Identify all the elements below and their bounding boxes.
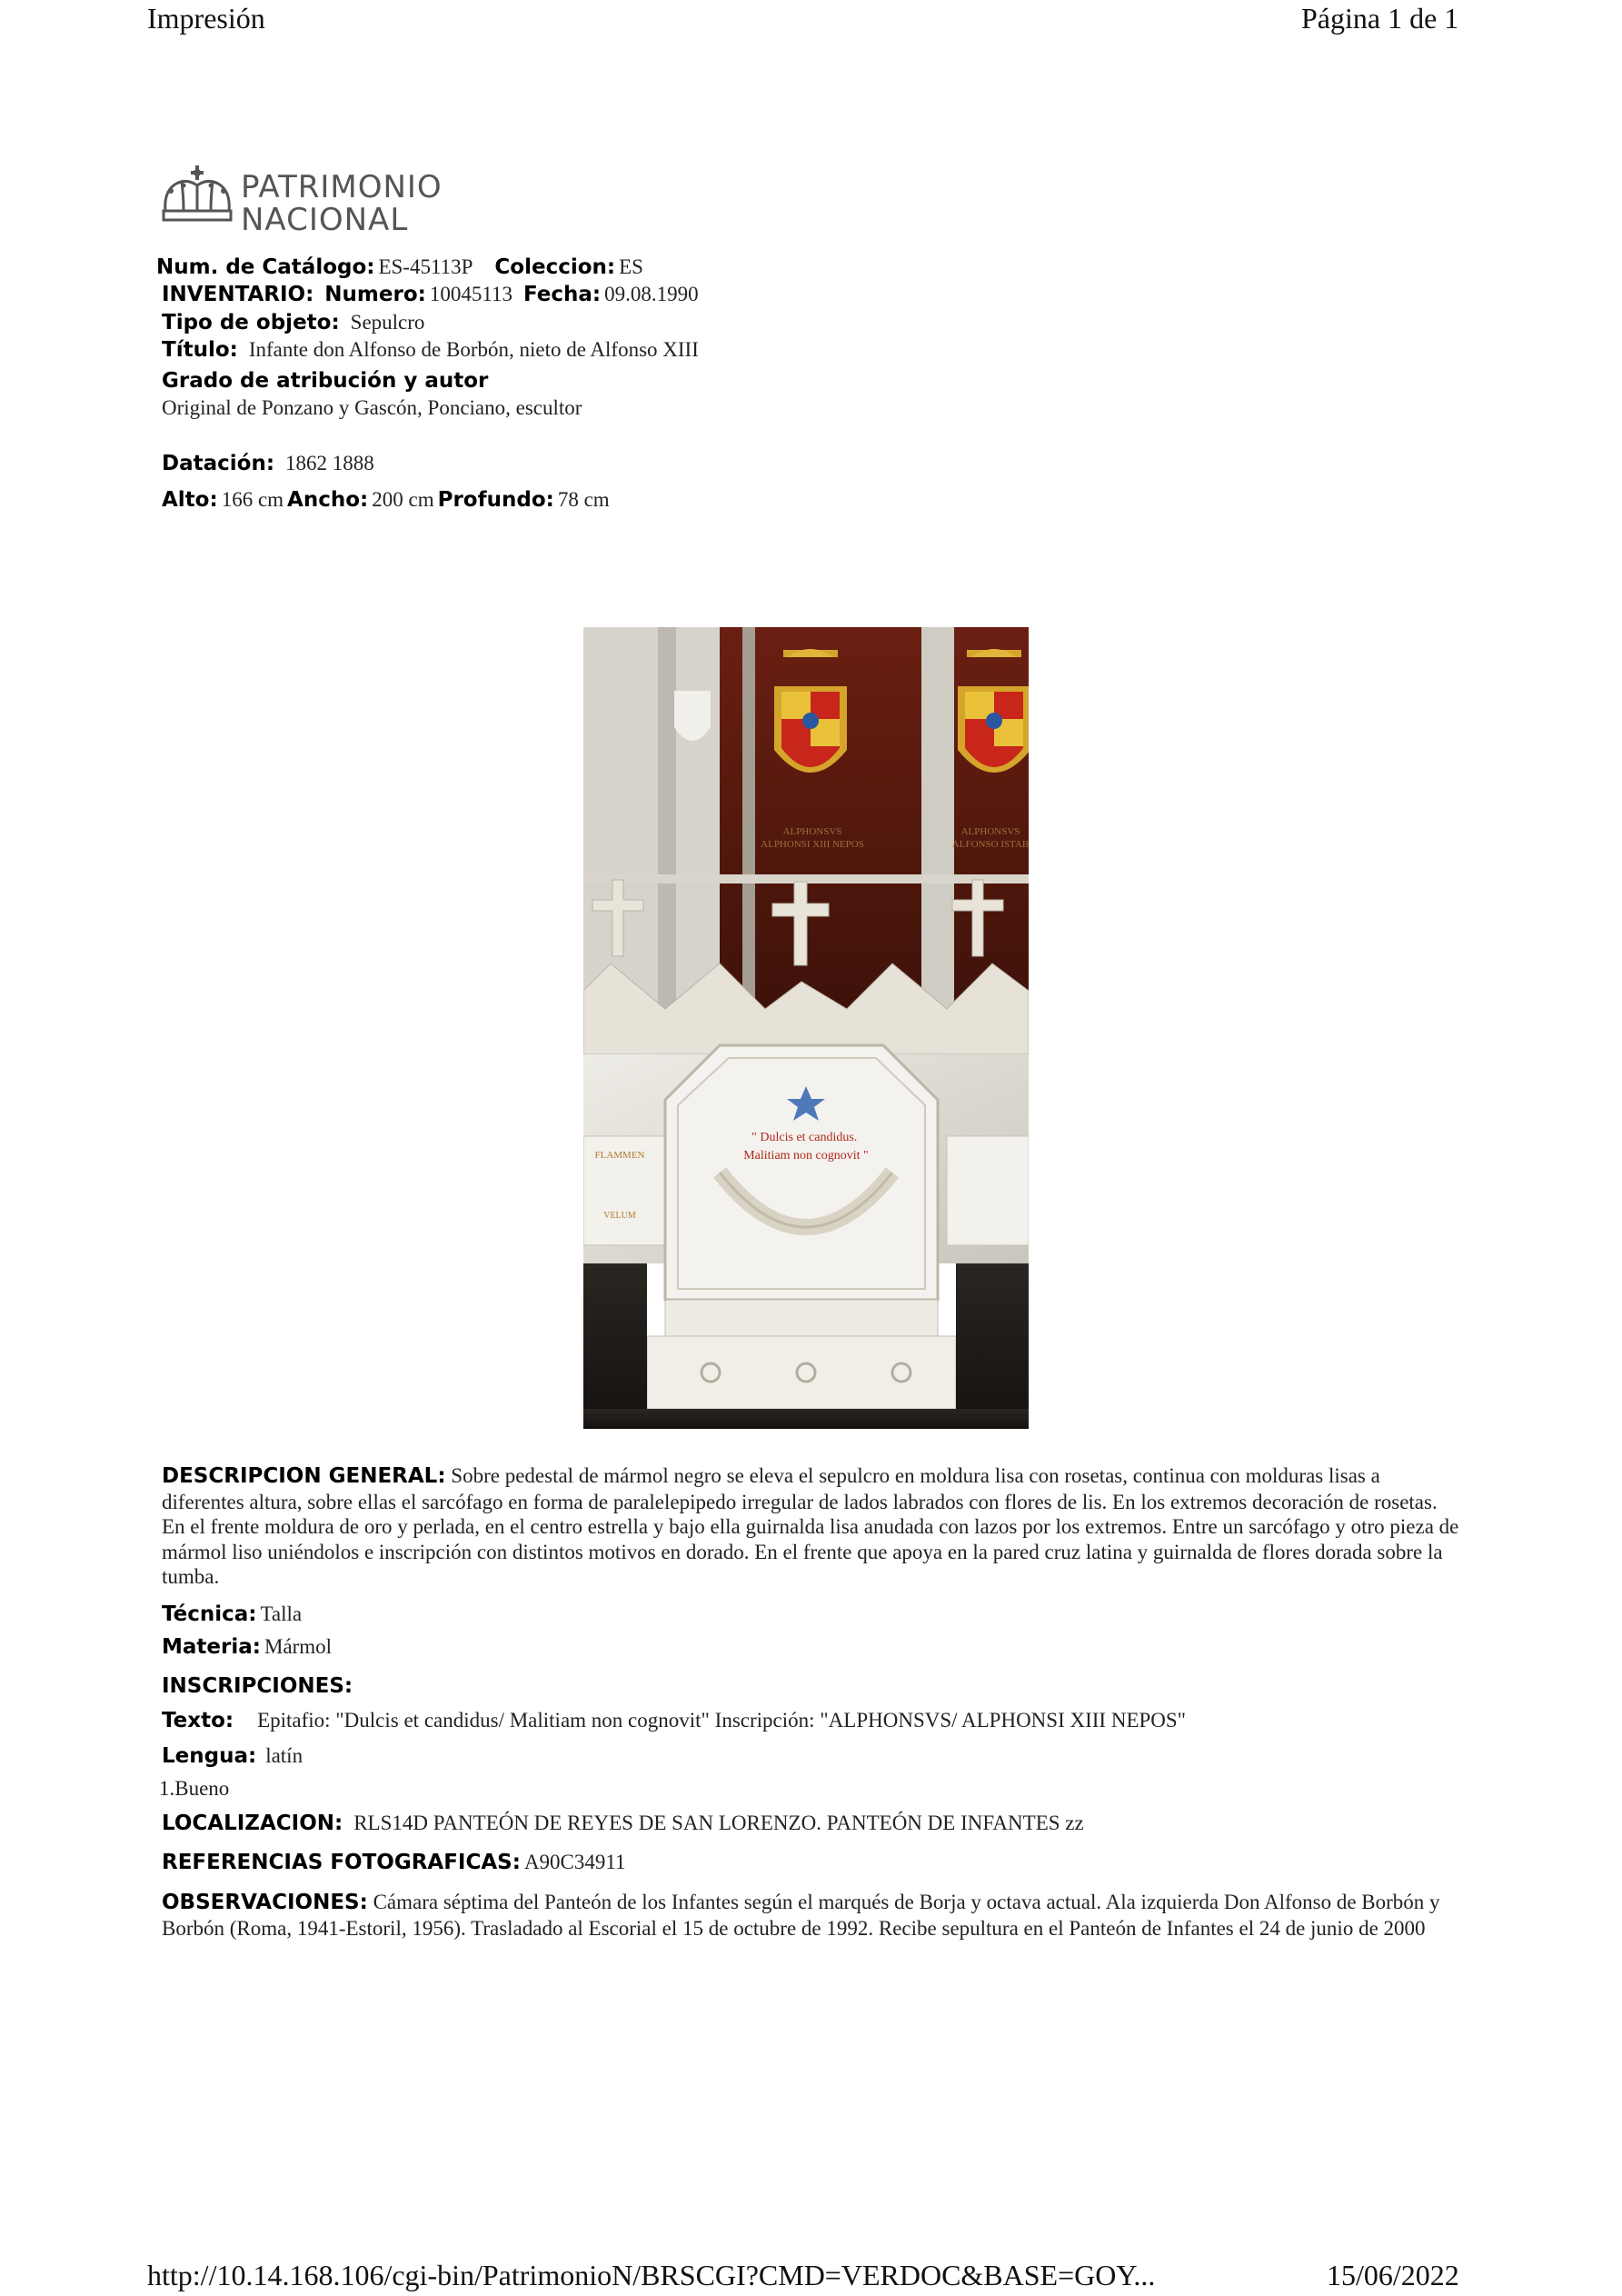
- profundo-value: 78 cm: [557, 488, 610, 511]
- lengua-label: Lengua:: [162, 1744, 257, 1768]
- page-header-title: Impresión: [147, 2, 265, 35]
- tipo-value: Sepulcro: [350, 311, 425, 334]
- wall-inscription-2a: ALPHONSVS: [960, 826, 1020, 837]
- localizacion-label: LOCALIZACION:: [162, 1812, 343, 1835]
- alto-label: Alto:: [162, 488, 218, 512]
- materia-row: [162, 1635, 332, 1659]
- autor-value: Original de Ponzano y Gascón, Ponciano, escultor: [162, 396, 582, 419]
- localizacion-value: RLS14D PANTEÓN DE REYES DE SAN LORENZO. PANTEÓN DE INFANTES zz: [353, 1812, 1084, 1834]
- page-header-pagination: Página 1 de 1: [1301, 2, 1459, 35]
- materia-value: Mármol: [264, 1635, 333, 1658]
- titulo-value: Infante don Alfonso de Borbón, nieto de Alfonso XIII: [248, 338, 699, 361]
- datacion-row: [162, 452, 374, 475]
- coleccion-value: ES: [619, 255, 643, 278]
- lengua-value: latín: [265, 1744, 304, 1767]
- observaciones-label: OBSERVACIONES:: [162, 1891, 368, 1914]
- logo-line-2: NACIONAL: [241, 202, 409, 238]
- dimensiones-row: [162, 488, 610, 512]
- catalogo-value: ES-45113P: [378, 255, 473, 278]
- logo-line-1: PATRIMONIO: [241, 169, 443, 205]
- referencias-label: REFERENCIAS FOTOGRAFICAS:: [162, 1851, 521, 1874]
- alto-value: 166 cm: [221, 488, 284, 511]
- numero-label: Numero:: [324, 283, 426, 306]
- catalogo-label: Num. de Catálogo:: [156, 255, 375, 279]
- observaciones: [162, 1890, 1452, 1941]
- crown-icon: [156, 164, 238, 227]
- localizacion-row: [162, 1812, 1084, 1835]
- tipo-row: [162, 311, 424, 334]
- referencias-row: [162, 1851, 626, 1874]
- inventario-label: INVENTARIO:: [162, 283, 314, 306]
- side-plaque-text-2: VELUM: [603, 1211, 636, 1221]
- tecnica-value: Talla: [260, 1602, 303, 1625]
- observaciones-text: Cámara séptima del Panteón de los Infantes según el marqués de Borja y octava actual. Ala izquierda Don Alfonso de Borbón y Borbón (Roma, 1941-Estoril, 1956). Trasladado al Escorial el 15 de octubre de 1992. Recibe sepultura en el Panteón de Infantes el 24 de junio de 2000: [162, 1891, 1440, 1940]
- inventario-row: [162, 283, 699, 306]
- lengua-row: [162, 1744, 303, 1768]
- footer-url: http://10.14.168.106/cgi-bin/PatrimonioN/BRSCGI?CMD=VERDOC&BASE=GOY...: [147, 2259, 1156, 2291]
- plaque-epitaph: " Dulcis et candidus. Malitiam non cognovit ": [743, 1131, 869, 1163]
- referencias-value: A90C34911: [523, 1851, 626, 1873]
- wall-inscription-2b: ALFONSO ISTAB: [951, 839, 1029, 850]
- tipo-label: Tipo de objeto:: [162, 311, 340, 334]
- profundo-label: Profundo:: [437, 488, 554, 512]
- tomb-photograph: [583, 627, 1029, 1429]
- fecha-label: Fecha:: [522, 283, 602, 306]
- numero-value: 10045113: [429, 283, 512, 305]
- texto-label: Texto:: [162, 1709, 234, 1732]
- side-plaque-text-1: FLAMMEN: [594, 1150, 645, 1161]
- grado-label: Grado de atribución y autor: [162, 369, 489, 393]
- ancho-value: 200 cm: [372, 488, 434, 511]
- tecnica-label: Técnica:: [162, 1602, 257, 1626]
- estado-value: 1.Bueno: [159, 1777, 230, 1800]
- logo-text: [241, 171, 443, 236]
- footer-date: 15/06/2022: [1327, 2259, 1459, 2291]
- materia-label: Materia:: [162, 1635, 261, 1659]
- catalogo-row: [156, 255, 643, 279]
- wall-inscription-1b: ALPHONSI XIII NEPOS: [761, 839, 864, 850]
- descripcion-label: DESCRIPCION GENERAL:: [162, 1464, 446, 1488]
- coleccion-label: Coleccion:: [494, 255, 616, 279]
- descripcion-general: [162, 1463, 1461, 1590]
- titulo-row: [162, 338, 699, 362]
- inscripciones-label: INSCRIPCIONES:: [162, 1674, 353, 1698]
- fecha-value: 09.08.1990: [604, 283, 699, 305]
- descripcion-text: Sobre pedestal de mármol negro se eleva el sepulcro en moldura lisa con rosetas, continua con molduras lisas a diferentes altura, sobre ellas el sarcófago en forma de paralelepipedo irregular de lados labrados con flores de lis. En los extremos decoración de rosetas. En el frente moldura de oro y perlada, en el centro estrella y bajo ella guirnalda lisa anudada con lazos por los extremos. Entre un sarcófago y otro pieza de mármol liso uniéndolos e inscripción con distintos motivos en dorado. En el frente que apoya en la pared cruz latina y guirnalda de flores dorada sobre la tumba.: [162, 1464, 1459, 1588]
- texto-row: [162, 1709, 1186, 1732]
- titulo-label: Título:: [162, 338, 238, 362]
- datacion-value: 1862 1888: [285, 452, 374, 474]
- tecnica-row: [162, 1602, 302, 1626]
- wall-inscription-1a: ALPHONSVS: [782, 826, 842, 837]
- texto-value: Epitafio: "Dulcis et candidus/ Malitiam non cognovit" Inscripción: "ALPHONSVS/ ALPHONSI XIII NEPOS": [257, 1709, 1187, 1732]
- datacion-label: Datación:: [162, 452, 275, 475]
- ancho-label: Ancho:: [287, 488, 369, 512]
